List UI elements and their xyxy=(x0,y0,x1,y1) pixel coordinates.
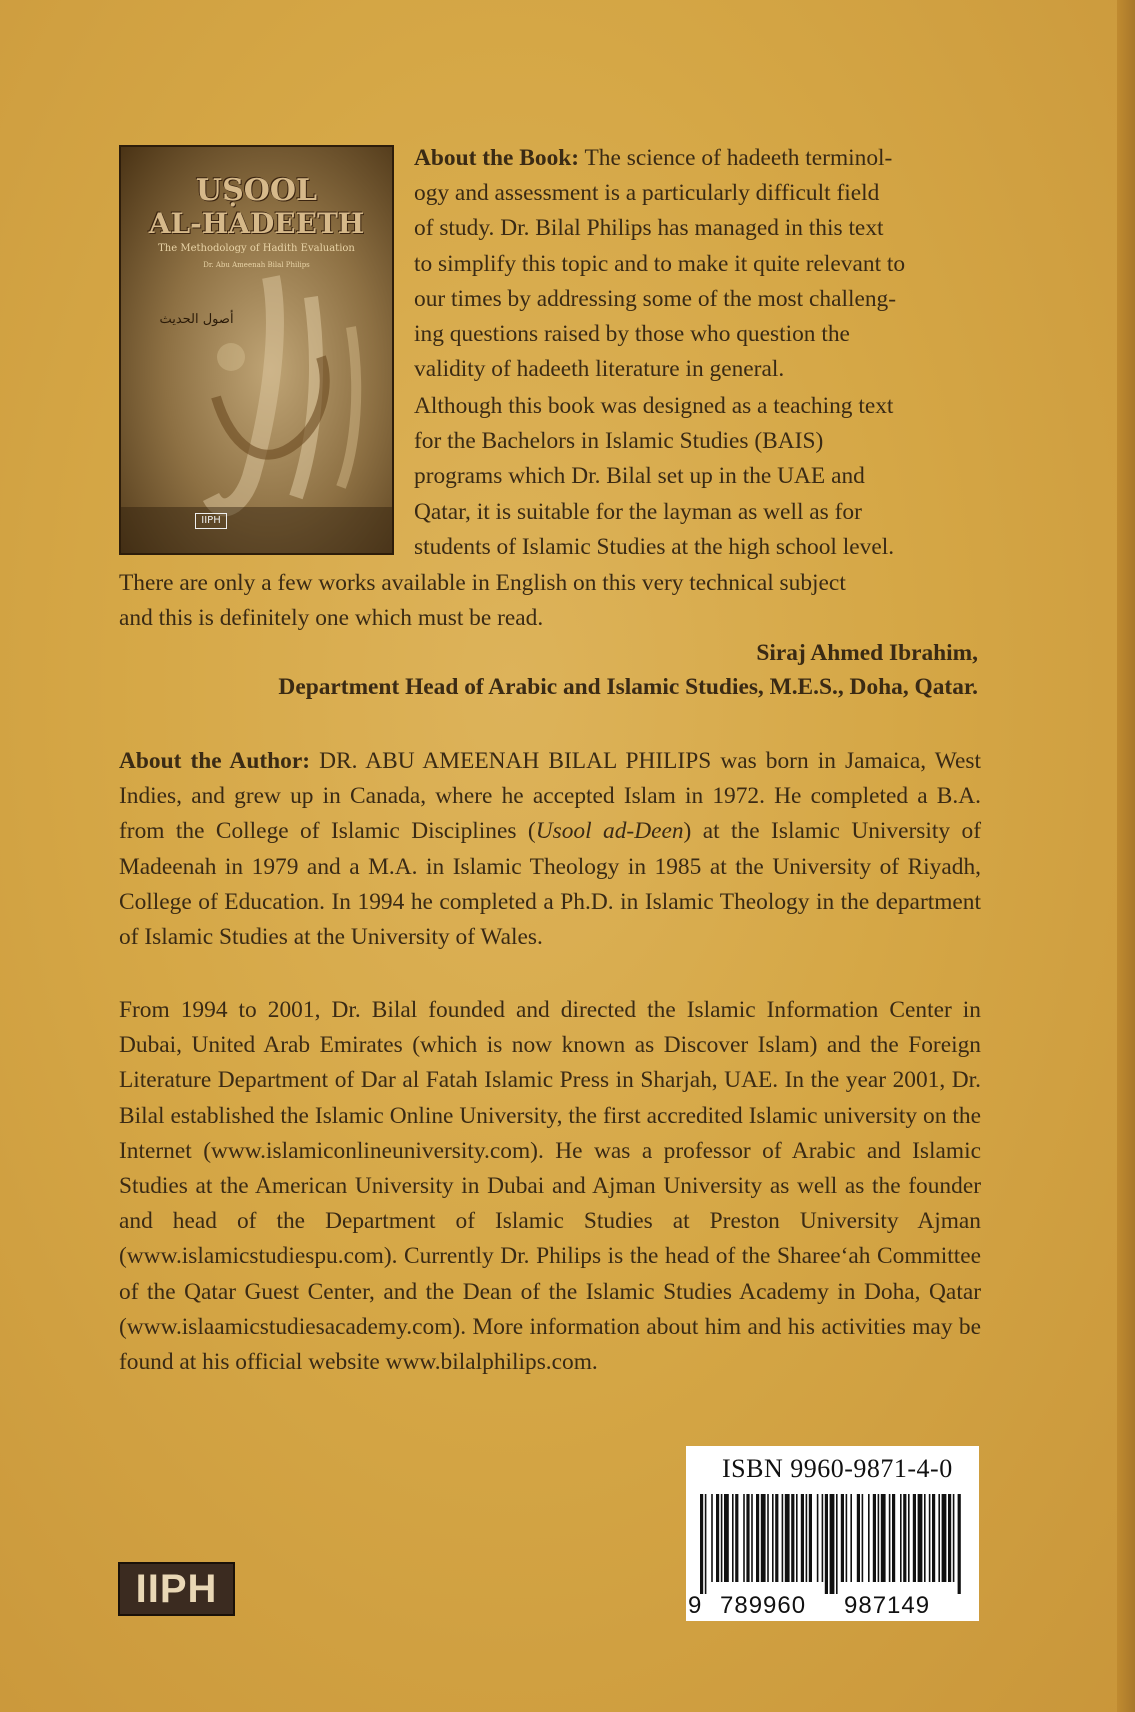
barcode-bar xyxy=(873,1494,876,1582)
barcode-bar xyxy=(857,1494,860,1582)
about-book-paragraph-3 xyxy=(119,566,982,636)
isbn-barcode xyxy=(686,1446,979,1621)
barcode-bar xyxy=(761,1494,766,1582)
barcode-bar xyxy=(903,1494,906,1582)
about-book-line: Qatar, it is suitable for the layman as well as for xyxy=(414,498,862,525)
barcode-bar xyxy=(782,1494,784,1582)
cover-thumbnail xyxy=(119,145,394,555)
about-book-line: for the Bachelors in Islamic Studies (BAIS) xyxy=(414,428,824,455)
isbn-number: ISBN 9960-9871-4-0 xyxy=(722,1454,953,1483)
barcode-bar xyxy=(862,1494,864,1582)
about-author-paragraph-2: From 1994 to 2001, Dr. Bilal founded and directed the Islamic Information Center in Dubai, United Arab Emirates (which is now known as Discover Islam) and the Foreign Literature Department of Dar al Fatah Islamic Press in Sharjah, UAE. In the year 2001, Dr. Bilal established the Islamic Online University, the first accredited Islamic university on the Internet (www.islamiconlineuniversity.com). He was a professor of Arabic and Islamic Studies at the American University in Dubai and Ajman University as well as the founder and head of the Department of Islamic Studies at Preston University Ajman (www.islamicstudiespu.com). Currently Dr. Philips is the head of the Sharee‘ah Committee of the Qatar Guest Center, and the Dean of the Islamic Studies Academy in Doha, Qatar (www.islaamicstudiesacademy.com). More information about him and his activities may be found at his official website www.bilalphilips.com. xyxy=(119,997,981,1376)
barcode-bars xyxy=(700,1494,962,1594)
barcode-bar xyxy=(732,1494,734,1582)
about-book-line: our times by addressing some of the most challeng- xyxy=(414,285,897,312)
barcode-bar xyxy=(746,1494,749,1582)
barcode-bar xyxy=(700,1494,703,1594)
barcode-bar xyxy=(932,1494,935,1582)
barcode-bar xyxy=(924,1494,926,1582)
about-author-text: DR. ABU AMEENAH BILAL PHILIPS was born in Jamaica, West Indies, and grew up in Canada, where he accepted Islam in 1972. He completed a B.A. from the College of Islamic Disciplines ( xyxy=(119,748,981,845)
barcode-bar xyxy=(756,1494,759,1582)
barcode-bar xyxy=(772,1494,774,1582)
about-book-heading: About the Book: xyxy=(414,145,580,171)
about-book-line: programs which Dr. Bilal set up in the UAE and xyxy=(414,463,865,490)
barcode-bar xyxy=(929,1494,931,1582)
barcode-bar xyxy=(850,1494,852,1582)
barcode-bar xyxy=(716,1494,719,1582)
about-book-line: students of Islamic Studies at the high school level. xyxy=(414,533,895,560)
barcode-bar xyxy=(775,1494,778,1582)
about-book-line: validity of hadeeth literature in general. xyxy=(414,356,785,383)
about-author-italic: Usool ad-Deen xyxy=(535,818,684,845)
barcode-bar xyxy=(881,1494,886,1582)
about-book-line: There are only a few works available in English on this very technical subject xyxy=(119,570,846,596)
thumb-title-line2: AL-HADEETH xyxy=(148,207,365,240)
barcode-bar xyxy=(953,1494,955,1582)
barcode-bar xyxy=(785,1494,790,1582)
barcode-bar xyxy=(822,1494,824,1582)
barcode-bar xyxy=(868,1494,870,1582)
about-book-paragraph-1 xyxy=(414,141,982,387)
barcode-bar xyxy=(751,1494,753,1582)
about-author-text: ) at the Islamic University of Madeenah in 1979 and a M.A. in Islamic Theology in 1985 at the University of Riyadh, College of Education. In 1994 he completed a Ph.D. in Islamic Theology in the department of Islamic Studies at the University of Wales. xyxy=(119,818,981,951)
barcode-bar xyxy=(942,1494,947,1582)
barcode-bar xyxy=(938,1494,940,1582)
barcode-bar xyxy=(958,1494,961,1594)
thumb-publisher-mark: IIPH xyxy=(195,513,227,529)
barcode-bar xyxy=(913,1494,916,1582)
barcode-bar xyxy=(908,1494,910,1582)
barcode-bar xyxy=(878,1494,880,1582)
thumb-author: Dr. Abu Ameenah Bilal Philips xyxy=(203,261,310,269)
barcode-bar xyxy=(767,1494,769,1582)
reviewer-name: Siraj Ahmed Ibrahim, xyxy=(756,640,978,666)
about-book-line: ogy and assessment is a particularly difficult field xyxy=(414,180,880,207)
ean-first-digit: 9 xyxy=(688,1592,703,1619)
about-book-line: Although this book was designed as a teaching text xyxy=(414,393,894,419)
about-book-line: to simplify this topic and to make it quite relevant to xyxy=(414,250,906,277)
about-author-paragraph-1 xyxy=(119,744,981,955)
barcode-bar xyxy=(735,1494,738,1582)
barcode-bar xyxy=(825,1494,828,1594)
thumb-arabic-title: أصول الحديث xyxy=(159,312,234,327)
barcode-bar xyxy=(724,1494,729,1582)
barcode-bar xyxy=(846,1494,848,1582)
publisher-logo: IIPH xyxy=(118,1562,235,1616)
about-author-heading: About the Author: xyxy=(119,748,310,774)
barcode-bar xyxy=(836,1494,838,1594)
barcode-bar xyxy=(889,1494,891,1582)
barcode-bar xyxy=(892,1494,895,1582)
about-book-line: of study. Dr. Bilal Philips has managed in this text xyxy=(414,215,884,242)
barcode-bar xyxy=(743,1494,745,1582)
barcode-bar xyxy=(918,1494,923,1582)
barcode-bar xyxy=(721,1494,723,1582)
barcode-bar xyxy=(809,1494,812,1582)
about-book-line: and this is definitely one which must be read. xyxy=(119,605,544,632)
barcode-bar xyxy=(705,1494,707,1594)
about-book-line: ing questions raised by those who question the xyxy=(414,321,850,348)
barcode-bar xyxy=(830,1494,835,1594)
barcode-bar xyxy=(791,1494,794,1582)
reviewer-title: Department Head of Arabic and Islamic Studies, M.E.S., Doha, Qatar. xyxy=(278,674,978,700)
barcode-bar xyxy=(817,1494,819,1582)
barcode-bar xyxy=(801,1494,804,1582)
thumb-title-line1: UṢOOL xyxy=(195,173,318,208)
thumb-subtitle: The Methodology of Hadith Evaluation xyxy=(158,243,355,254)
about-book-line: The science of hadeeth terminol- xyxy=(584,145,893,171)
spine-edge xyxy=(1117,0,1135,1712)
about-book-paragraph-2 xyxy=(414,389,982,565)
barcode-bar xyxy=(806,1494,808,1582)
barcode-bar xyxy=(841,1494,844,1582)
barcode-bar xyxy=(711,1494,713,1582)
barcode-bar xyxy=(900,1494,902,1582)
ean-right-group: 987149 xyxy=(844,1592,931,1619)
ean-left-group: 789960 xyxy=(720,1592,807,1619)
barcode-bar xyxy=(948,1494,951,1582)
barcode-bar xyxy=(796,1494,798,1582)
